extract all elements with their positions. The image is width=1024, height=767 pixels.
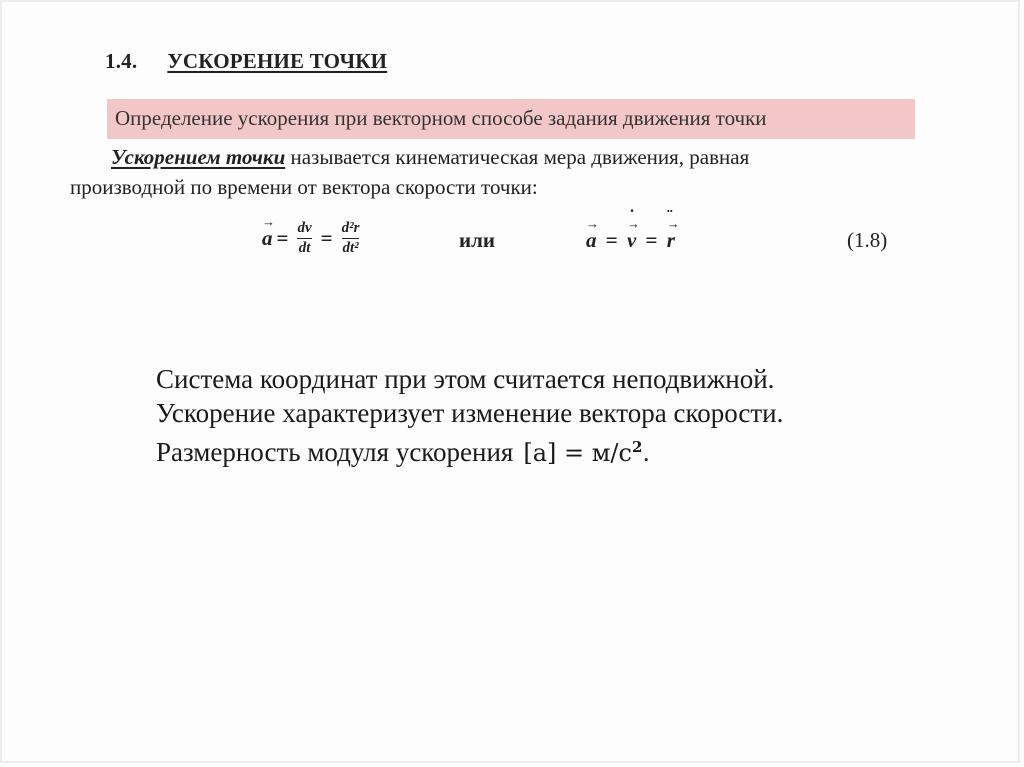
unit-expr-text: [a] = м/с: [523, 439, 632, 467]
fraction-d2r-dt2: [342, 220, 360, 257]
frac1-denominator: dt: [298, 240, 311, 256]
highlighted-subtitle: [107, 99, 915, 139]
frac2-denominator: dt²: [342, 240, 359, 256]
acceleration-dot-formula: → a = → v ˙ = → r ¨: [586, 228, 675, 253]
or-word: или: [459, 228, 495, 252]
section-title: УСКОРЕНИЕ ТОЧКИ: [167, 49, 388, 73]
frac1-numerator: dv: [297, 220, 312, 236]
body-line-3: [156, 430, 783, 470]
formula-1-8: [0, 210, 1024, 270]
dimension-label: Размерность модуля ускорения: [156, 437, 514, 467]
vector-a-2: → a: [586, 228, 597, 253]
subtitle-text: Определение ускорения при векторном способе задания движения точки: [115, 106, 767, 130]
vector-v-dot: → v ˙: [627, 228, 636, 253]
definition-paragraph: [70, 142, 930, 202]
definition-term: Ускорением точки: [111, 145, 286, 169]
section-number: 1.4.: [105, 49, 138, 73]
body-text: [156, 362, 783, 470]
fraction-dv-dt: [297, 220, 311, 257]
definition-rest: называется кинематическая мера движения, равная: [285, 145, 750, 169]
unit-end: .: [642, 439, 651, 467]
vector-a: → a: [262, 226, 273, 251]
vector-r-ddot: → r ¨: [667, 228, 675, 253]
definition-line2: производной по времени от вектора скорости точки:: [70, 175, 538, 199]
body-line-1: Система координат при этом считается неподвижной.: [156, 364, 775, 394]
acceleration-derivative-formula: → a = $\frac{dv}{dt}$ = $\frac{\text{d²r}}{\text{dt²}}$: [262, 220, 364, 257]
frac2-numerator: d²r: [341, 220, 360, 236]
body-line-2: Ускорение характеризует изменение вектора скорости.: [156, 398, 784, 428]
equation-number: (1.8): [847, 228, 888, 252]
section-heading: [105, 49, 387, 74]
unit-expression: [523, 439, 650, 467]
unit-exponent: 2: [631, 438, 643, 456]
